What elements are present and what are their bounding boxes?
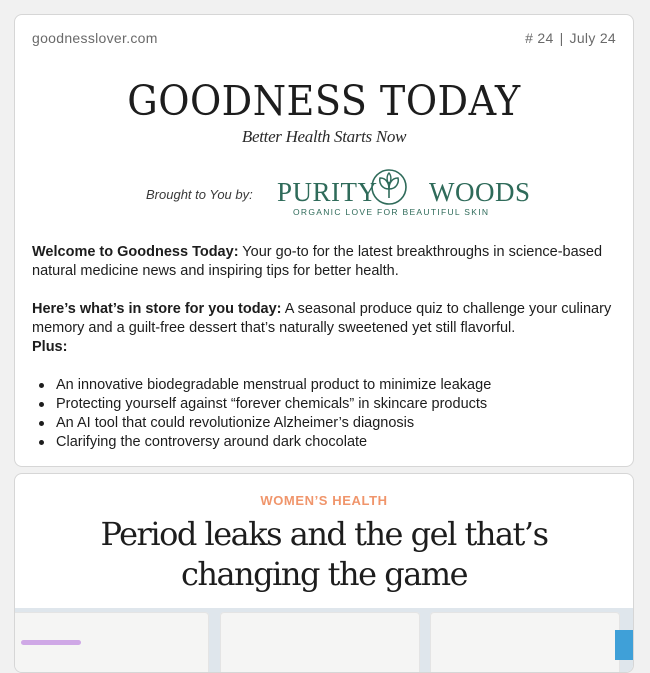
plus-paragraph (32, 338, 617, 357)
store-paragraph (32, 300, 617, 338)
plus-label: Plus: (32, 339, 68, 355)
pad-image-center (220, 612, 420, 673)
welcome-paragraph (32, 243, 617, 281)
article-photo (15, 608, 633, 673)
package-edge (615, 630, 633, 660)
headline-line-2: changing the game (180, 555, 468, 593)
newsletter-intro-card (14, 14, 634, 467)
list-item: An AI tool that could revolutionize Alzheimer’s diagnosis (32, 414, 617, 433)
pad-image-left (15, 612, 209, 673)
header-bar (32, 30, 616, 48)
welcome-text: Your go-to for the latest breakthroughs in science-based natural medicine news and inspiring tips for better health. (32, 244, 603, 279)
issue-separator: | (559, 30, 564, 46)
list-item: Protecting yourself against “forever chemicals” in skincare products (32, 395, 617, 414)
logo-word-woods: WOODS (429, 177, 531, 207)
issue-info (525, 30, 616, 46)
article-headline[interactable] (15, 514, 633, 594)
pad-image-right (430, 612, 620, 673)
list-item: An innovative biodegradable menstrual product to minimize leakage (32, 376, 617, 395)
store-text: A seasonal produce quiz to challenge your culinary memory and a guilt-free dessert that’s naturally sweetened yet still flavorful. (32, 301, 612, 336)
sponsor-block (15, 167, 633, 223)
pad-stripe (21, 640, 81, 645)
headline-line-1: Period leaks and the gel that’s (100, 515, 548, 553)
purity-woods-logo[interactable] (277, 167, 531, 223)
brought-to-you-label: Brought to You by: (146, 187, 253, 202)
welcome-lead: Welcome to Goodness Today: (32, 244, 239, 260)
store-lead: Here’s what’s in store for you today: (32, 301, 282, 317)
article-kicker: WOMEN’S HEALTH (260, 493, 388, 508)
article-card[interactable] (14, 473, 634, 673)
issue-date: July 24 (569, 30, 616, 46)
masthead-title: GOODNESS TODAY (127, 77, 521, 125)
list-item: Clarifying the controversy around dark chocolate (32, 433, 617, 452)
logo-word-purity: PURITY (277, 177, 378, 207)
masthead (15, 77, 633, 147)
issue-number: # 24 (525, 30, 554, 46)
masthead-tagline: Better Health Starts Now (241, 127, 407, 146)
story-list (32, 376, 617, 452)
leaf-emblem-icon (369, 167, 409, 207)
site-link[interactable]: goodnesslover.com (32, 30, 158, 46)
intro-text (32, 243, 617, 452)
logo-subline: ORGANIC LOVE FOR BEAUTIFUL SKIN (293, 207, 490, 217)
